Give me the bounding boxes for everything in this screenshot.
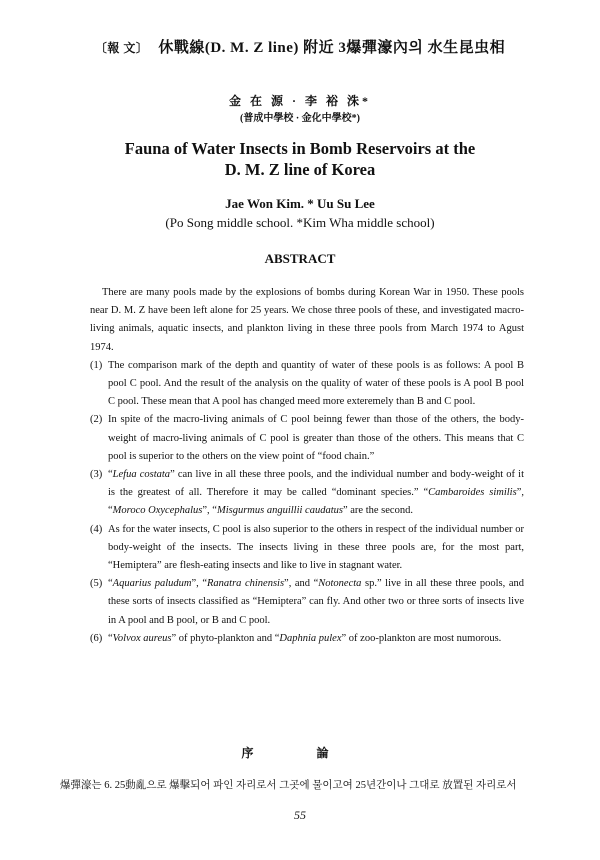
affiliations-english: (Po Song middle school. *Kim Wha middle school) xyxy=(165,215,435,230)
finding-item xyxy=(90,521,524,576)
species-name: Moroco Oxycephalus xyxy=(112,505,203,517)
finding-number: (5) xyxy=(90,578,103,590)
species-name: Aquarius paludum xyxy=(112,578,192,590)
species-name: Notonecta xyxy=(318,578,362,590)
species-name: Daphnia pulex xyxy=(279,632,342,644)
english-title-line-2: D. M. Z line of Korea xyxy=(224,160,376,179)
finding-item xyxy=(90,411,524,466)
finding-text: “Lefua costata” can live in all these three pools, and the individual number and body-weight of it is the greatest of all. Therefore it may be called “dominant species.” “Cambaroides similis”, “Moroco Oxycephalus”, “Misgurmus anguillii caudatus” are the second. xyxy=(108,469,524,517)
abstract-findings-list xyxy=(90,357,524,648)
finding-number: (3) xyxy=(90,469,103,481)
authors-korean: 金 在 源 · 李 裕 洙* xyxy=(228,94,371,108)
finding-text: As for the water insects, C pool is also superior to the others in respect of the individual number or body-weight of the insects. The insects living in these three pools are, for the most part, “Hemiptera” are flesh-eating insects and like to live in stagnant water. xyxy=(108,523,524,572)
paper-header xyxy=(0,36,600,57)
english-title-line-1: Fauna of Water Insects in Bomb Reservoirs at the xyxy=(124,139,476,158)
introduction-first-line: 爆彈濠는 6. 25動亂으로 爆擊되어 파인 자리로서 그곳에 물이고여 25년간이나 그대로 放置된 자리로서 xyxy=(60,780,517,791)
korean-title: 休戰線(D. M. Z line) 附近 3爆彈濠內의 水生昆虫相 xyxy=(158,40,506,56)
introduction-heading: 序 論 xyxy=(241,746,359,760)
abstract-intro: There are many pools made by the explosions of bombs during Korean War in 1950. These pools near D. M. Z have been left alone for 25 years. We chose three pools of these, and investigated macro-living animals, aquatic insects, and plankton living in these three pools from March 1974 to Agust 1974. xyxy=(90,287,524,353)
abstract-heading: ABSTRACT xyxy=(264,251,336,266)
english-title xyxy=(60,138,540,180)
report-tag: 〔報 文〕 xyxy=(94,41,149,55)
species-name: Cambaroides similis xyxy=(428,487,517,499)
finding-item xyxy=(90,357,524,412)
finding-item xyxy=(90,466,524,521)
finding-number: (1) xyxy=(90,359,103,371)
finding-text: “Volvox aureus” of phyto-plankton and “Daphnia pulex” of zoo-plankton are most numorous. xyxy=(108,632,502,644)
finding-number: (6) xyxy=(90,632,103,644)
finding-text: In spite of the macro-living animals of C pool beinng fewer than those of the others, the body-weight of macro-living animals of C pool is greater than those of the others. This means that C pool is superior to the others on the view point of “food chain.” xyxy=(108,414,524,462)
authors-english: Jae Won Kim. * Uu Su Lee xyxy=(225,196,375,211)
species-name: Misgurmus anguillii caudatus xyxy=(216,505,343,517)
finding-number: (4) xyxy=(90,523,103,535)
finding-item xyxy=(90,630,524,648)
finding-text: “Aquarius paludum”, “Ranatra chinensis”, and “Notonecta sp.” live in all these three pools, and these sorts of insects classified as “Hemiptera” can fly. And other two or three sorts of insects live in A pool and B pool, or B and C pool. xyxy=(108,578,524,626)
abstract-body xyxy=(90,284,524,648)
species-name: Volvox aureus xyxy=(112,632,172,644)
finding-number: (2) xyxy=(90,414,103,426)
affiliations-korean: (普成中學校 · 金化中學校*) xyxy=(240,113,360,124)
page-number: 55 xyxy=(294,808,306,822)
species-name: Lefua costata xyxy=(112,469,171,481)
finding-item xyxy=(90,575,524,630)
finding-text: The comparison mark of the depth and quantity of water of these pools is as follows: A pool B pool C pool. And the result of the analysis on the quality of water of these pools is A pool B pool C pool. These mean that A pool has changed meed more exteremely than B and C pool. xyxy=(108,359,524,408)
species-name: Ranatra chinensis xyxy=(206,578,285,590)
